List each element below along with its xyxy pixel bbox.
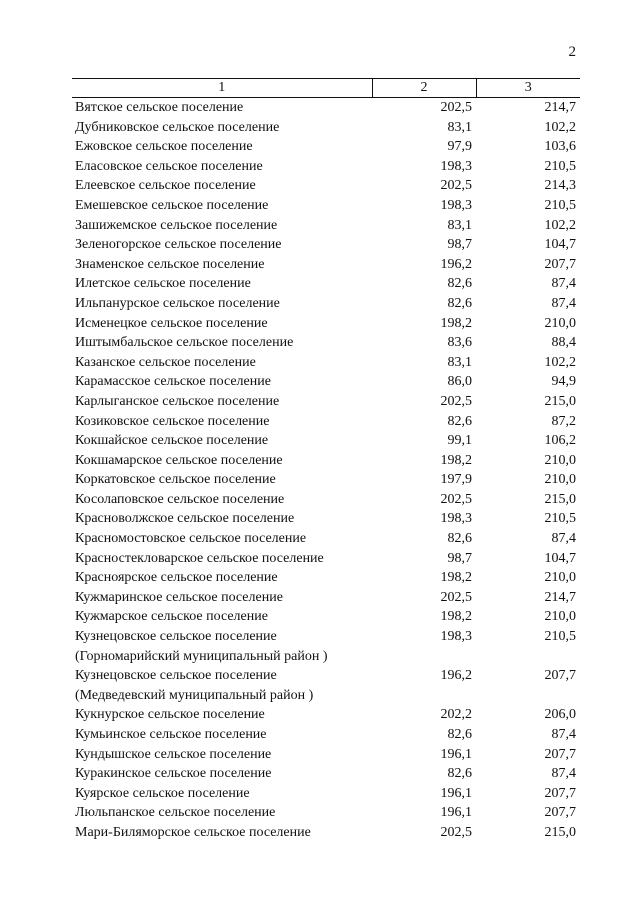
table-header-row xyxy=(72,79,580,98)
settlement-name: Кокшайское сельское поселение xyxy=(75,433,269,449)
value-col-3: 104,7 xyxy=(544,237,576,253)
settlement-name-cell xyxy=(72,607,372,627)
settlement-name: Красностекловарское сельское поселение xyxy=(75,550,324,566)
settlement-name-cell xyxy=(72,568,372,588)
value-col-3: 106,2 xyxy=(544,433,576,449)
value-col-3: 210,5 xyxy=(544,197,576,213)
settlement-name: Знаменское сельское поселение xyxy=(75,256,265,272)
table-row xyxy=(72,490,580,510)
table-row xyxy=(72,568,580,588)
settlement-name: Красномостовское сельское поселение xyxy=(75,531,307,547)
table-row xyxy=(72,588,580,608)
value-col-2: 83,1 xyxy=(447,354,472,370)
settlement-name-cell xyxy=(72,784,372,804)
table-row xyxy=(72,333,580,353)
table-row xyxy=(72,353,580,373)
settlement-name: Кужмаринское сельское поселение xyxy=(75,589,283,605)
settlement-name-cell xyxy=(72,705,372,725)
table-row xyxy=(72,549,580,569)
settlement-name-cell xyxy=(72,392,372,412)
table-row xyxy=(72,314,580,334)
value-col-2: 196,1 xyxy=(440,805,472,821)
settlement-name: Илетское сельское поселение xyxy=(75,276,251,292)
settlement-name: Кумьинское сельское поселение xyxy=(75,727,267,742)
settlement-name: Кукнурское сельское поселение xyxy=(75,707,265,723)
table-row xyxy=(72,705,580,725)
value-col-3: 214,7 xyxy=(544,100,576,115)
table-row xyxy=(72,157,580,177)
value-col-3: 210,0 xyxy=(544,472,576,488)
value-col-3: 207,7 xyxy=(544,785,576,801)
settlement-name-cell xyxy=(72,216,372,236)
settlement-name: Люльпанское сельское поселение xyxy=(75,805,276,821)
value-col-2: 198,3 xyxy=(440,629,472,645)
table-row xyxy=(72,176,580,196)
value-col-3: 210,5 xyxy=(544,511,576,527)
settlement-name-cell xyxy=(72,803,372,823)
settlement-name: Кузнецовское сельское поселение xyxy=(75,629,277,645)
value-col-3: 214,7 xyxy=(544,589,576,605)
settlement-name-cell xyxy=(72,588,372,608)
value-col-2: 82,6 xyxy=(447,413,472,429)
page-number: 2 xyxy=(568,44,576,60)
settlement-name-cell xyxy=(72,725,372,745)
value-col-2: 82,6 xyxy=(447,295,472,311)
table-row xyxy=(72,431,580,451)
settlement-name-cell xyxy=(72,470,372,490)
column-header-2: 2 xyxy=(372,79,476,98)
value-col-3: 215,0 xyxy=(544,824,576,840)
table-row xyxy=(72,745,580,765)
value-col-3: 87,4 xyxy=(551,276,576,292)
table-row xyxy=(72,196,580,216)
value-col-2: 197,9 xyxy=(440,472,472,488)
value-col-3: 94,9 xyxy=(551,374,576,390)
value-col-3: 207,7 xyxy=(544,805,576,821)
value-col-3: 210,5 xyxy=(544,158,576,174)
table-row xyxy=(72,529,580,549)
settlement-name-cell xyxy=(72,353,372,373)
settlement-name: Емешевское сельское поселение xyxy=(75,197,269,213)
value-col-2: 82,6 xyxy=(447,276,472,292)
settlement-name-cell xyxy=(72,314,372,334)
value-col-3: 206,0 xyxy=(544,707,576,723)
table-row xyxy=(72,412,580,432)
table-row xyxy=(72,451,580,471)
settlement-name-cell xyxy=(72,823,372,843)
settlement-name: Козиковское сельское поселение xyxy=(75,413,270,429)
value-col-3: 214,3 xyxy=(544,178,576,194)
settlement-name-cell xyxy=(72,137,372,157)
settlement-name-cell xyxy=(72,745,372,765)
value-col-2: 98,7 xyxy=(447,550,472,566)
column-header-1: 1 xyxy=(72,79,372,98)
value-col-2: 97,9 xyxy=(447,139,472,155)
settlement-name: Мари-Биляморское сельское поселение xyxy=(75,824,311,840)
settlement-name-cell xyxy=(72,509,372,529)
value-col-2: 202,5 xyxy=(440,100,472,115)
settlement-name-cell xyxy=(72,235,372,255)
settlement-name: Куярское сельское поселение xyxy=(75,785,250,801)
value-col-3: 210,5 xyxy=(544,629,576,645)
settlement-name: Кужмарское сельское поселение xyxy=(75,609,268,625)
value-col-3: 102,2 xyxy=(544,119,576,135)
value-col-2: 196,1 xyxy=(440,746,472,762)
settlement-name: Дубниковское сельское поселение xyxy=(75,119,280,135)
value-col-3: 207,7 xyxy=(544,256,576,272)
value-col-2: 196,1 xyxy=(440,785,472,801)
settlement-name: Карамасское сельское поселение xyxy=(75,374,271,390)
settlement-name: Куракинское сельское поселение xyxy=(75,766,272,782)
settlement-name: Елеевское сельское поселение xyxy=(75,178,256,194)
value-col-2: 198,2 xyxy=(440,315,472,331)
value-col-2: 202,2 xyxy=(440,707,472,723)
settlement-name: Карлыганское сельское поселение xyxy=(75,393,280,409)
settlement-name-cell xyxy=(72,333,372,353)
value-col-2: 83,6 xyxy=(447,335,472,351)
value-col-2: 98,7 xyxy=(447,237,472,253)
settlement-name-cell xyxy=(72,176,372,196)
value-col-3: 87,4 xyxy=(551,766,576,782)
value-col-2: 82,6 xyxy=(447,727,472,742)
value-col-3: 102,2 xyxy=(544,354,576,370)
value-col-3: 215,0 xyxy=(544,491,576,507)
settlement-name: Красноярское сельское поселение xyxy=(75,570,278,586)
table-row xyxy=(72,784,580,804)
settlement-name: Кокшамарское сельское поселение xyxy=(75,452,283,468)
table-row xyxy=(72,627,580,666)
value-col-2: 82,6 xyxy=(447,766,472,782)
settlement-name: Казанское сельское поселение xyxy=(75,354,256,370)
value-col-3: 207,7 xyxy=(544,746,576,762)
settlement-district-note: (Горномарийский муниципальный район ) xyxy=(75,648,328,664)
table-row xyxy=(72,274,580,294)
value-col-3: 87,4 xyxy=(551,531,576,547)
value-col-3: 88,4 xyxy=(551,335,576,351)
value-col-2: 202,5 xyxy=(440,589,472,605)
settlement-name: Вятское сельское поселение xyxy=(75,100,244,115)
settlement-name-cell xyxy=(72,274,372,294)
value-col-3: 104,7 xyxy=(544,550,576,566)
table-row xyxy=(72,666,580,705)
value-col-2: 198,2 xyxy=(440,452,472,468)
settlement-name: Зеленогорское сельское поселение xyxy=(75,237,282,253)
settlement-name-cell xyxy=(72,451,372,471)
settlement-name-cell xyxy=(72,666,372,705)
data-table xyxy=(72,78,580,843)
settlement-name-cell xyxy=(72,372,372,392)
settlement-name-cell xyxy=(72,431,372,451)
column-header-3: 3 xyxy=(476,79,580,98)
settlement-name-cell xyxy=(72,490,372,510)
table-row xyxy=(72,823,580,843)
value-col-3: 210,0 xyxy=(544,570,576,586)
value-col-3: 103,6 xyxy=(544,139,576,155)
table-row xyxy=(72,255,580,275)
settlement-name: Еласовское сельское поселение xyxy=(75,158,263,174)
value-col-3: 102,2 xyxy=(544,217,576,233)
settlement-name-cell xyxy=(72,529,372,549)
value-col-3: 210,0 xyxy=(544,609,576,625)
table-row xyxy=(72,235,580,255)
table-row xyxy=(72,294,580,314)
settlement-name-cell xyxy=(72,627,372,666)
table-row xyxy=(72,509,580,529)
settlement-name-cell xyxy=(72,118,372,138)
settlement-name-cell xyxy=(72,196,372,216)
table-row xyxy=(72,118,580,138)
settlement-name-cell xyxy=(72,549,372,569)
value-col-2: 196,2 xyxy=(440,256,472,272)
settlement-name: Кузнецовское сельское поселение xyxy=(75,668,277,684)
settlement-name: Зашижемское сельское поселение xyxy=(75,217,278,233)
value-col-2: 198,2 xyxy=(440,609,472,625)
settlement-name-cell xyxy=(72,294,372,314)
value-col-3: 87,4 xyxy=(551,727,576,742)
settlement-name-cell xyxy=(72,255,372,275)
table-row xyxy=(72,803,580,823)
settlement-district-note: (Медведевский муниципальный район ) xyxy=(75,687,314,703)
settlement-name-cell xyxy=(72,157,372,177)
table-row xyxy=(72,470,580,490)
value-col-2: 202,5 xyxy=(440,491,472,507)
settlement-name-cell xyxy=(72,98,372,118)
settlement-name: Исменецкое сельское поселение xyxy=(75,315,268,331)
value-col-2: 83,1 xyxy=(447,119,472,135)
table-row xyxy=(72,392,580,412)
value-col-3: 87,4 xyxy=(551,295,576,311)
value-col-2: 198,3 xyxy=(440,511,472,527)
value-col-2: 202,5 xyxy=(440,824,472,840)
table-row xyxy=(72,98,580,118)
value-col-2: 198,2 xyxy=(440,570,472,586)
settlement-name-cell xyxy=(72,412,372,432)
value-col-2: 83,1 xyxy=(447,217,472,233)
value-col-3: 207,7 xyxy=(544,668,576,684)
settlement-name: Иштымбальское сельское поселение xyxy=(75,335,294,351)
value-col-2: 198,3 xyxy=(440,197,472,213)
settlement-name: Косолаповское сельское поселение xyxy=(75,491,285,507)
table-row xyxy=(72,764,580,784)
value-col-2: 99,1 xyxy=(447,433,472,449)
value-col-2: 86,0 xyxy=(447,374,472,390)
value-col-2: 202,5 xyxy=(440,178,472,194)
settlement-name: Ежовское сельское поселение xyxy=(75,139,253,155)
value-col-2: 196,2 xyxy=(440,668,472,684)
settlement-name: Кундышское сельское поселение xyxy=(75,746,272,762)
settlement-name: Коркатовское сельское поселение xyxy=(75,472,276,488)
value-col-3: 210,0 xyxy=(544,452,576,468)
value-col-3: 215,0 xyxy=(544,393,576,409)
settlement-name: Красноволжское сельское поселение xyxy=(75,511,295,527)
value-col-3: 87,2 xyxy=(551,413,576,429)
table-row xyxy=(72,725,580,745)
table-row xyxy=(72,137,580,157)
table-row xyxy=(72,372,580,392)
value-col-3: 210,0 xyxy=(544,315,576,331)
value-col-2: 198,3 xyxy=(440,158,472,174)
table-row xyxy=(72,607,580,627)
settlement-name: Ильпанурское сельское поселение xyxy=(75,295,280,311)
table-row xyxy=(72,216,580,236)
value-col-2: 202,5 xyxy=(440,393,472,409)
settlement-name-cell xyxy=(72,764,372,784)
table-body xyxy=(72,98,580,843)
value-col-2: 82,6 xyxy=(447,531,472,547)
